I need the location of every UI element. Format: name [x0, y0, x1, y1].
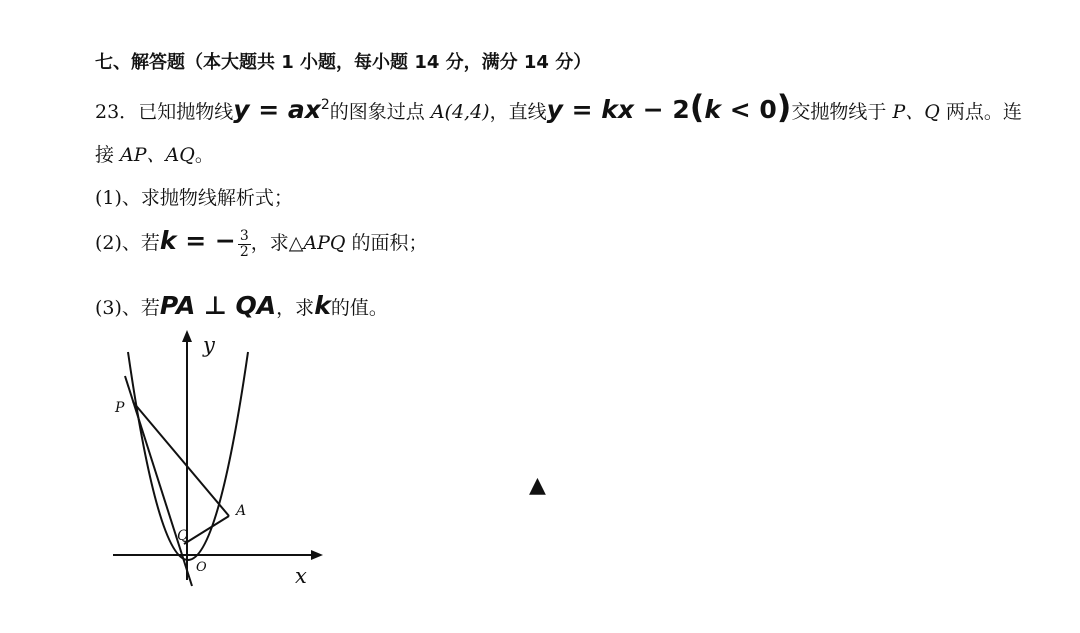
line-y: y [546, 95, 563, 124]
problem-number: 23． [95, 101, 139, 123]
label-y: y [203, 333, 215, 357]
y-axis-arrow-icon [182, 330, 192, 342]
line-kx: kx [601, 95, 635, 124]
label-q: Q [177, 528, 189, 544]
parabola-figure [105, 328, 330, 590]
label-x: x [295, 564, 307, 588]
perpendicular-condition: PA ⊥ QA [159, 291, 277, 320]
question-2-label: (2)、若 [95, 232, 160, 254]
question-3-label: (3)、若 [95, 297, 160, 319]
continue-marker: ▲ [529, 473, 546, 498]
parabola-exponent: 2 [320, 97, 330, 113]
condition-k: k [704, 95, 722, 124]
parabola-ax: ax [287, 95, 321, 124]
x-axis-arrow-icon [311, 550, 323, 560]
problem-statement-line2: 接 AP、AQ。 [95, 144, 214, 166]
question-1-label: (1)、 [95, 187, 141, 209]
section-title: 七、解答题（本大题共 1 小题，每小题 14 分，满分 14 分） [95, 52, 592, 73]
parabola-y: y [233, 95, 250, 124]
fraction-three-halves: $\frac{3}{2}$ [239, 227, 249, 260]
label-a: A [236, 503, 247, 519]
points-pq: P、Q [892, 101, 940, 123]
problem-statement-line1: 23．已知抛物线$y = ax^2$的图象过点 A(4,4)，直线y = kx − 2(k < 0)交抛物线于 P、Q 两点。连 [95, 88, 1022, 126]
question-3: (3)、若PA ⊥ QA，求k的值。 [95, 291, 388, 320]
question-1: (1)、求抛物线解析式； [95, 187, 293, 209]
label-p: P [115, 400, 125, 416]
point-a: A(4,4) [430, 101, 490, 123]
question-2: (2)、若k = − $\frac{3}{2}$ ，求△APQ 的面积； [95, 226, 428, 260]
segment-pa [133, 402, 229, 516]
label-o: O [196, 560, 207, 575]
segments-ap-aq: AP、AQ [120, 144, 195, 166]
